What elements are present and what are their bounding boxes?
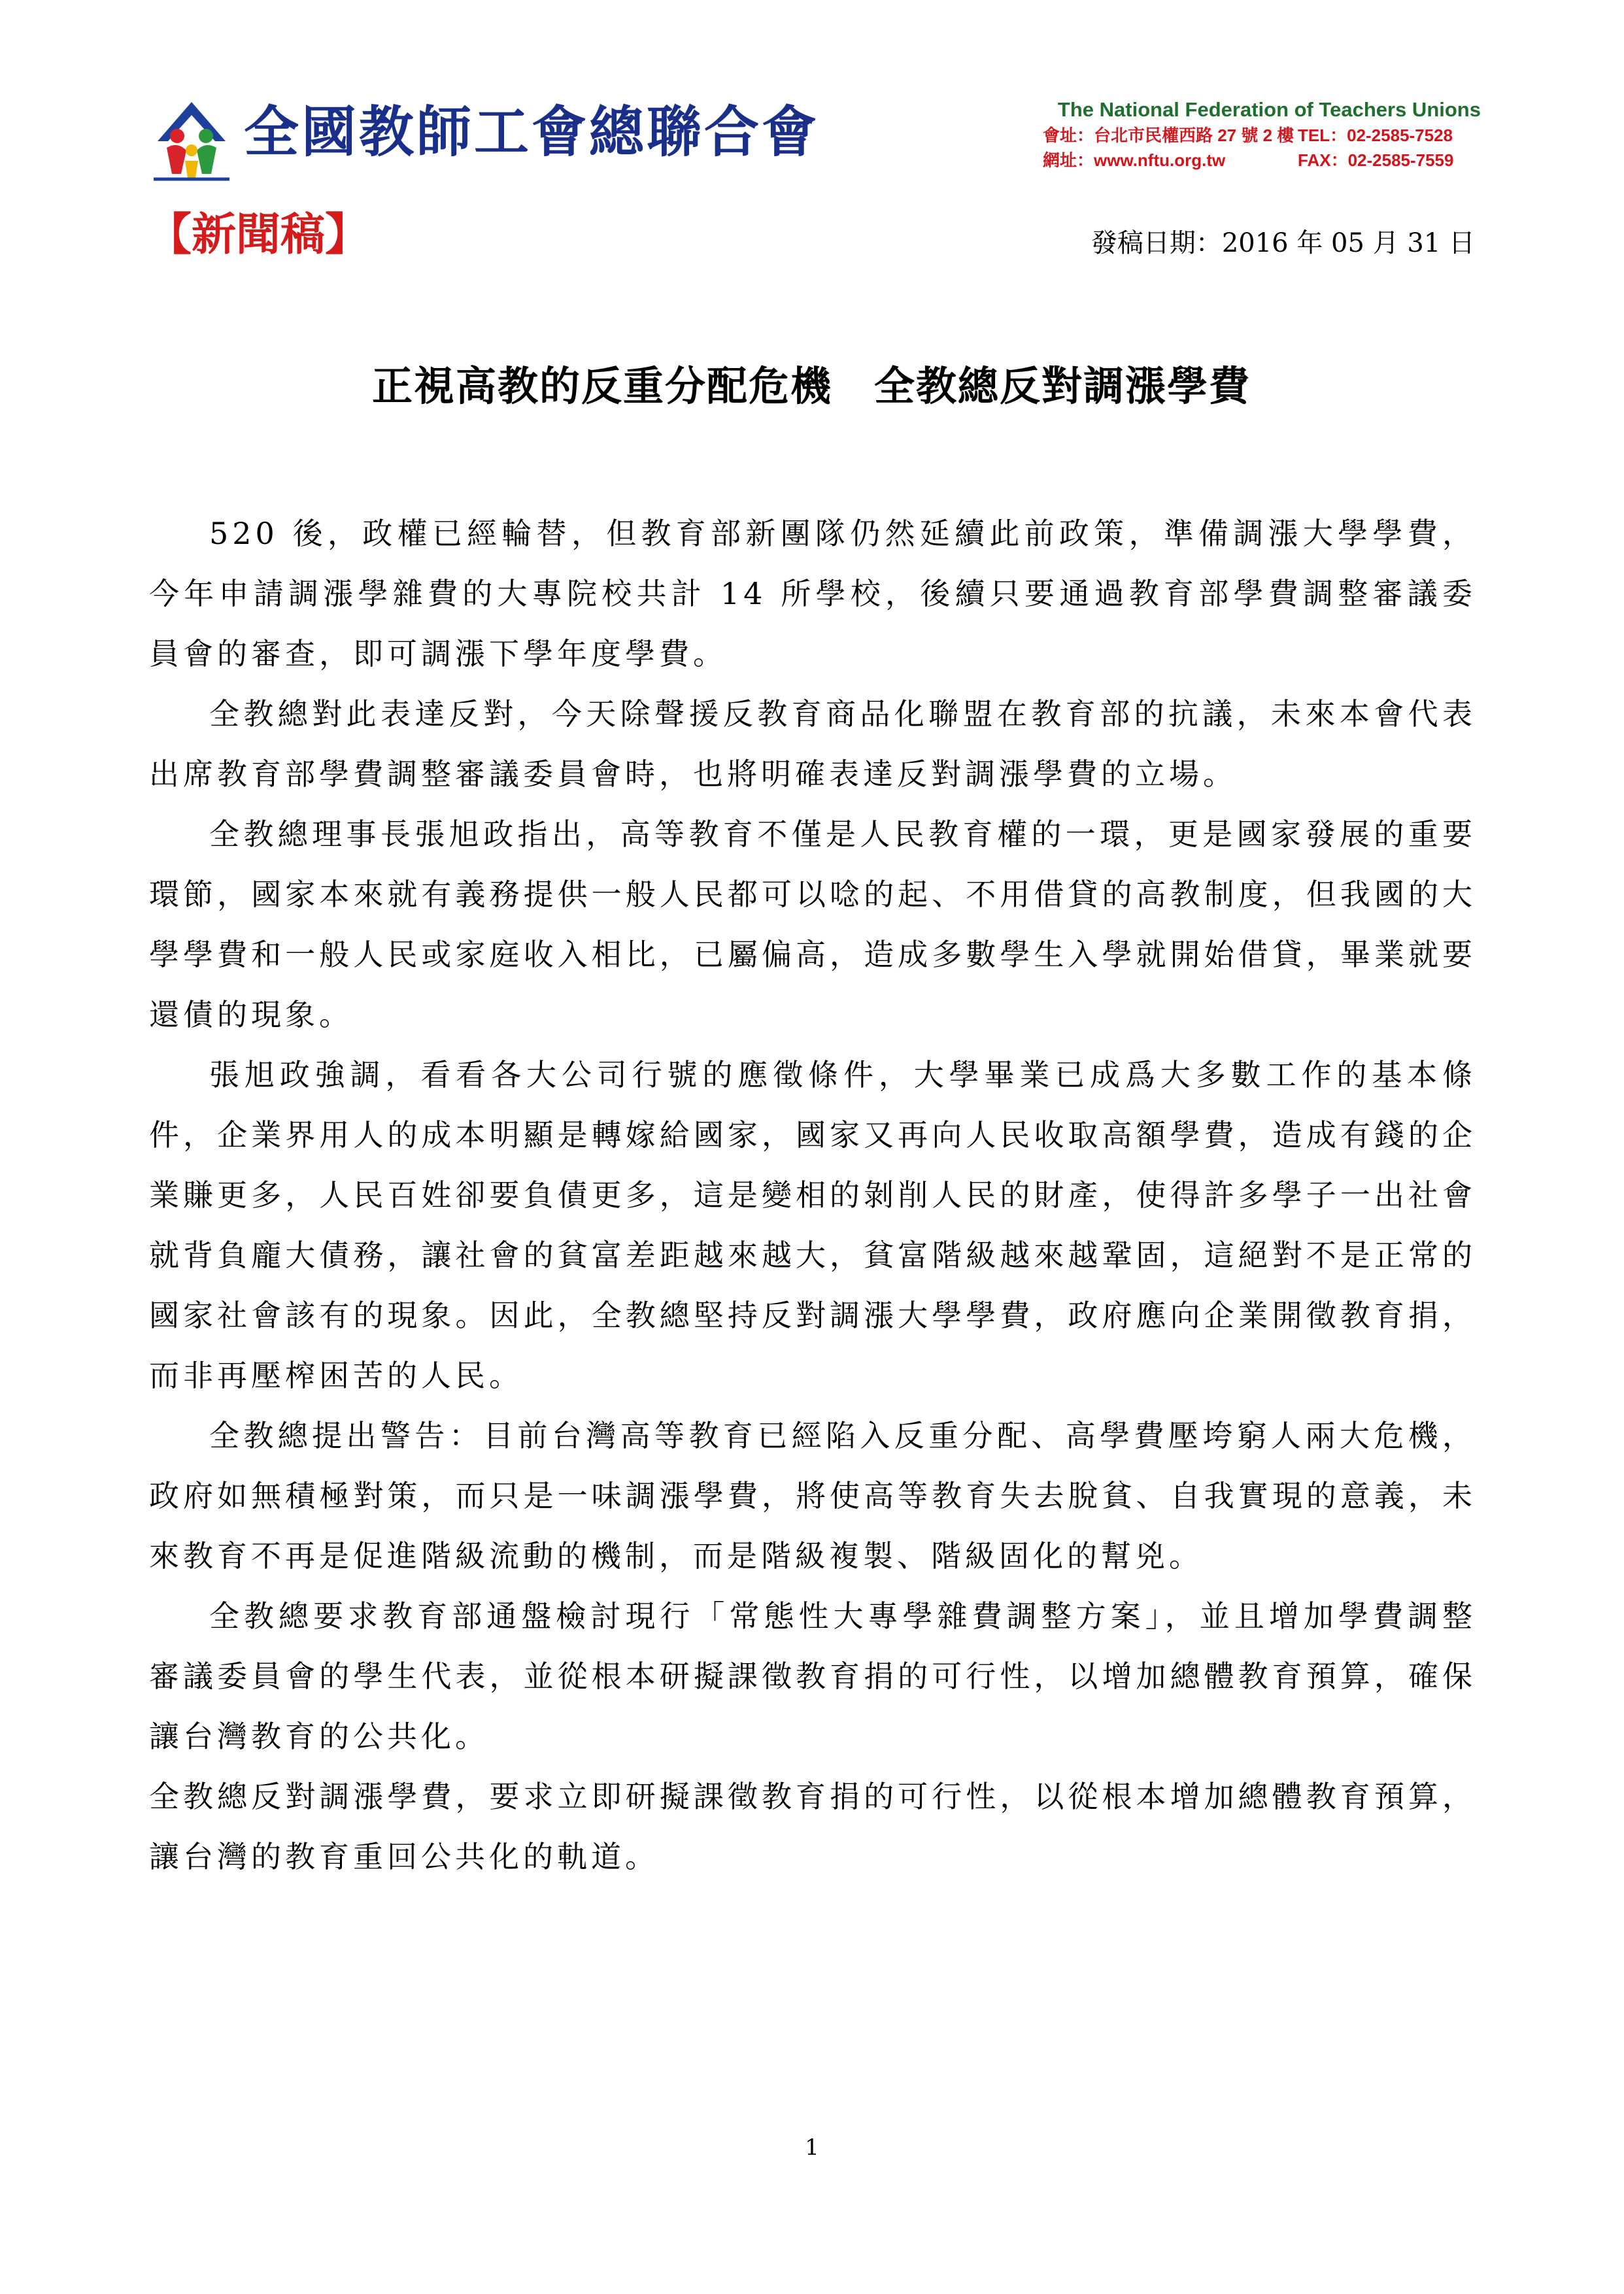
document-title: 正視高教的反重分配危機 全教總反對調漲學費	[371, 362, 1251, 410]
telephone-text: TEL：02-2585-7528	[1298, 126, 1453, 145]
organization-name-chinese: 全國教師工會總聯合會	[244, 100, 820, 164]
website-link[interactable]: 網址：www.nftu.org.tw	[1043, 150, 1226, 170]
address-text: 會址：台北市民權西路 27 號 2 樓	[1043, 126, 1294, 145]
body-paragraph: 全教總要求教育部通盤檢討現行「常態性大專學雜費調整方案」，並且增加學費調整審議委員會的學生代表，並從根本研擬課徵教育捐的可行性，以增加總體教育預算，確保讓台灣教育的公共化。	[149, 1598, 1476, 1754]
organization-logo-block	[147, 92, 820, 196]
press-release-label: 【新聞稿】	[147, 209, 370, 261]
contact-row-address	[951, 123, 1494, 148]
body-paragraph: 張旭政強調，看看各大公司行號的應徵條件，大學畢業已成爲大多數工作的基本條件，企業界用人的成本明顯是轉嫁給國家，國家又再向人民收取高額學費，造成有錢的企業賺更多，人民百姓卻要負債更多，這是變相的剝削人民的財產，使得許多學子一出社會就背負龐大債務，讓社會的貧富差距越來越大，貧富階級越來越鞏固，這絕對不是正常的國家社會該有的現象。因此，全教總堅持反對調漲大學學費，政府應向企業開徵教育捐，而非再壓榨困苦的人民。	[149, 1057, 1476, 1393]
body-paragraph: 520 後，政權已經輪替，但教育部新團隊仍然延續此前政策，準備調漲大學學費，今年申請調漲學雜費的大專院校共計 14 所學校，後續只要通過教育部學費調整審議委員會的審查，即可調漲下學年度學費。	[149, 516, 1476, 671]
federation-logo-icon	[147, 95, 236, 184]
page-number: 1	[805, 2134, 819, 2161]
contact-row-web	[951, 148, 1494, 173]
closing-paragraph: 全教總反對調漲學費，要求立即研擬課徵教育捐的可行性，以從根本增加總體教育預算，讓台灣的教育重回公共化的軌道。	[149, 1779, 1476, 1874]
document-body	[149, 503, 1476, 1887]
release-date: 發稿日期：2016 年 05 月 31 日	[1091, 228, 1475, 258]
organization-name-english: The National Federation of Teachers Unions	[1057, 98, 1481, 121]
fax-text: FAX：02-2585-7559	[1298, 150, 1454, 170]
letterhead	[147, 92, 1481, 196]
contact-info	[951, 97, 1494, 173]
body-paragraph: 全教總提出警告：目前台灣高等教育已經陷入反重分配、高學費壓垮窮人兩大危機，政府如無積極對策，而只是一味調漲學費，將使高等教育失去脫貧、自我實現的意義，未來教育不再是促進階級流動的機制，而是階級複製、階級固化的幫兇。	[149, 1418, 1476, 1574]
body-paragraph: 全教總對此表達反對，今天除聲援反教育商品化聯盟在教育部的抗議，未來本會代表出席教育部學費調整審議委員會時，也將明確表達反對調漲學費的立場。	[149, 696, 1476, 792]
body-paragraph: 全教總理事長張旭政指出，高等教育不僅是人民教育權的一環，更是國家發展的重要環節，國家本來就有義務提供一般人民都可以唸的起、不用借貸的高教制度，但我國的大學學費和一般人民或家庭收入相比，已屬偏高，造成多數學生入學就開始借貸，畢業就要還債的現象。	[149, 817, 1476, 1032]
